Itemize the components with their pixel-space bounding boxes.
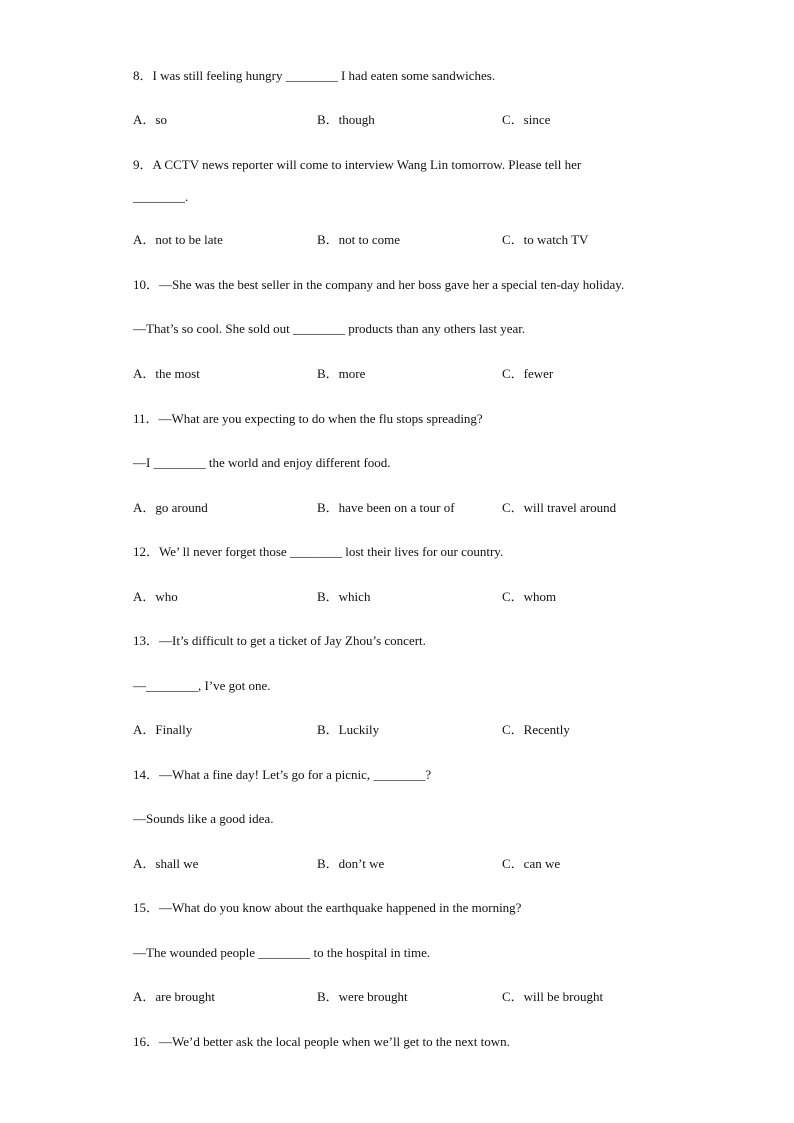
question-11-options	[133, 500, 693, 516]
question-10-options	[133, 366, 693, 382]
option-b: B．don’t we	[317, 856, 385, 871]
question-15-reply: —The wounded people ________ to the hospital in time.	[133, 945, 431, 960]
option-c: C．whom	[502, 589, 557, 604]
option-a: A．who	[133, 589, 178, 604]
question-13-stem: 13．—It’s difficult to get a ticket of Jay Zhou’s concert.	[133, 633, 426, 648]
question-8-stem: 8．I was still feeling hungry ________ I had eaten some sandwiches.	[133, 68, 496, 83]
option-b: B．Luckily	[317, 722, 380, 737]
question-9-stem: 9．A CCTV news reporter will come to interview Wang Lin tomorrow. Please tell her	[133, 157, 582, 172]
question-11-reply: —I ________ the world and enjoy different food.	[133, 455, 391, 470]
option-c: C．fewer	[502, 366, 554, 381]
question-14-options	[133, 856, 693, 872]
question-9-options	[133, 232, 693, 248]
question-15-options	[133, 989, 693, 1005]
option-b: B．were brought	[317, 989, 408, 1004]
question-16-stem: 16．—We’d better ask the local people when we’ll get to the next town.	[133, 1034, 510, 1049]
question-10-reply: —That’s so cool. She sold out ________ products than any others last year.	[133, 321, 526, 336]
option-b: B．though	[317, 112, 375, 127]
option-a: A．are brought	[133, 989, 215, 1004]
option-a: A．so	[133, 112, 167, 127]
question-10-stem: 10．—She was the best seller in the company and her boss gave her a special ten-day holiday.	[133, 277, 625, 292]
question-9-stem-cont: ________.	[133, 189, 189, 204]
option-a: A．go around	[133, 500, 208, 515]
option-c: C．will be brought	[502, 989, 604, 1004]
option-b: B．not to come	[317, 232, 401, 247]
option-a: A．Finally	[133, 722, 193, 737]
option-b: B．have been on a tour of	[317, 500, 455, 515]
option-c: C．can we	[502, 856, 561, 871]
option-a: A．the most	[133, 366, 200, 381]
question-12-options	[133, 589, 693, 605]
option-c: C．to watch TV	[502, 232, 589, 247]
question-13-options	[133, 722, 693, 738]
option-b: B．which	[317, 589, 371, 604]
option-c: C．since	[502, 112, 551, 127]
option-c: C．will travel around	[502, 500, 617, 515]
question-12-stem: 12．We’ ll never forget those ________ lost their lives for our country.	[133, 544, 504, 559]
question-11-stem: 11．—What are you expecting to do when the flu stops spreading?	[133, 411, 483, 426]
question-8-options	[133, 112, 693, 128]
question-14-reply: —Sounds like a good idea.	[133, 811, 274, 826]
option-b: B．more	[317, 366, 366, 381]
option-a: A．shall we	[133, 856, 199, 871]
question-13-reply: —________, I’ve got one.	[133, 678, 271, 693]
question-15-stem: 15．—What do you know about the earthquake happened in the morning?	[133, 900, 522, 915]
question-14-stem: 14．—What a fine day! Let’s go for a picnic, ________?	[133, 767, 432, 782]
option-c: C．Recently	[502, 722, 570, 737]
option-a: A．not to be late	[133, 232, 223, 247]
